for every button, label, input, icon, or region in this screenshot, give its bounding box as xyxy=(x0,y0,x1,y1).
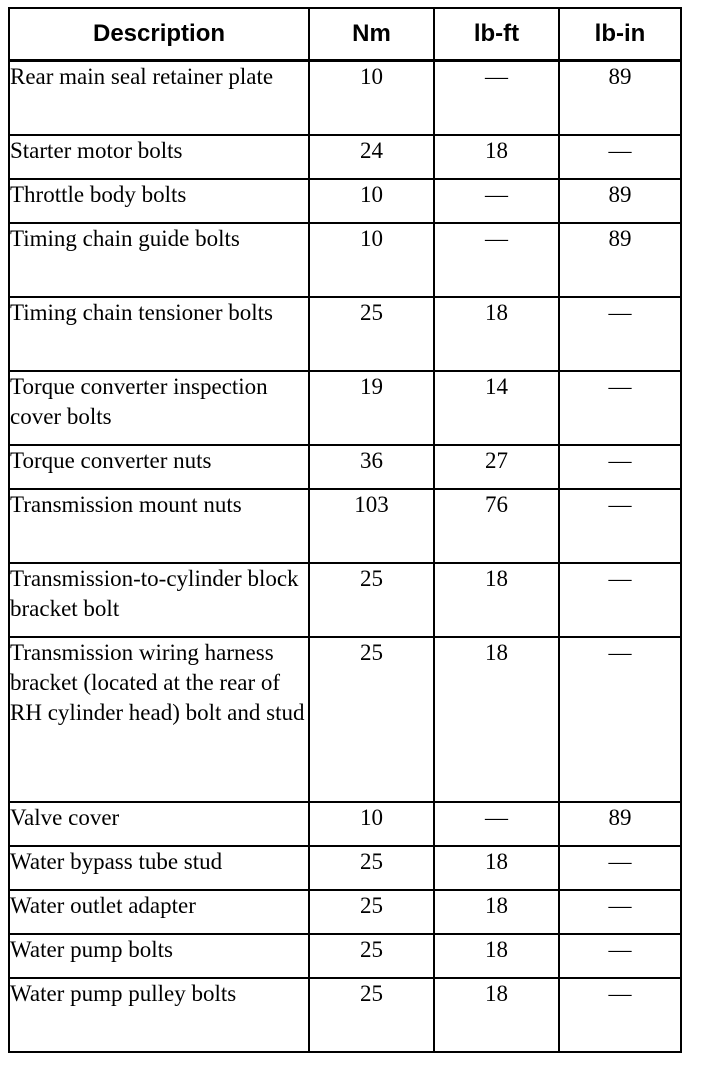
row-nm: 10 xyxy=(309,179,434,223)
row-nm: 25 xyxy=(309,563,434,637)
row-lb-ft: — xyxy=(434,179,559,223)
row-description: Water pump bolts xyxy=(9,934,309,978)
row-description: Torque converter inspection cover bolts xyxy=(9,371,309,445)
table-row xyxy=(9,223,681,297)
row-lb-in: — xyxy=(559,934,681,978)
row-nm: 36 xyxy=(309,445,434,489)
row-lb-in: — xyxy=(559,297,681,371)
row-description: Transmission wiring harness bracket (located at the rear of RH cylinder head) bolt and stud xyxy=(9,637,309,801)
row-nm: 19 xyxy=(309,371,434,445)
row-lb-ft: 18 xyxy=(434,890,559,934)
torque-spec-sheet xyxy=(8,7,680,1053)
header-lb-ft: lb-ft xyxy=(434,8,559,61)
table-row xyxy=(9,802,681,846)
row-lb-ft: — xyxy=(434,223,559,297)
row-lb-in: — xyxy=(559,371,681,445)
table-row xyxy=(9,61,681,135)
table-row xyxy=(9,934,681,978)
row-lb-ft: 18 xyxy=(434,135,559,179)
row-lb-in: — xyxy=(559,637,681,801)
row-description: Transmission-to-cylinder block bracket bolt xyxy=(9,563,309,637)
row-nm: 10 xyxy=(309,223,434,297)
table-row xyxy=(9,846,681,890)
row-nm: 25 xyxy=(309,846,434,890)
row-description: Throttle body bolts xyxy=(9,179,309,223)
row-lb-ft: 14 xyxy=(434,371,559,445)
header-description: Description xyxy=(9,8,309,61)
row-nm: 25 xyxy=(309,978,434,1052)
row-description: Valve cover xyxy=(9,802,309,846)
row-lb-ft: 18 xyxy=(434,297,559,371)
table-row xyxy=(9,489,681,563)
torque-spec-table xyxy=(8,7,682,1053)
row-lb-ft: 27 xyxy=(434,445,559,489)
table-row xyxy=(9,445,681,489)
row-description: Timing chain tensioner bolts xyxy=(9,297,309,371)
row-lb-ft: 18 xyxy=(434,637,559,801)
row-lb-in: 89 xyxy=(559,802,681,846)
row-description: Transmission mount nuts xyxy=(9,489,309,563)
row-lb-ft: 18 xyxy=(434,563,559,637)
row-lb-in: 89 xyxy=(559,223,681,297)
table-row xyxy=(9,978,681,1052)
row-lb-ft: 76 xyxy=(434,489,559,563)
row-lb-in: — xyxy=(559,890,681,934)
header-nm: Nm xyxy=(309,8,434,61)
row-description: Timing chain guide bolts xyxy=(9,223,309,297)
row-description: Rear main seal retainer plate xyxy=(9,61,309,135)
row-nm: 24 xyxy=(309,135,434,179)
row-lb-ft: — xyxy=(434,61,559,135)
row-nm: 25 xyxy=(309,890,434,934)
row-nm: 103 xyxy=(309,489,434,563)
row-nm: 25 xyxy=(309,637,434,801)
header-row xyxy=(9,8,681,61)
row-description: Water outlet adapter xyxy=(9,890,309,934)
row-lb-ft: — xyxy=(434,802,559,846)
row-lb-ft: 18 xyxy=(434,846,559,890)
table-row xyxy=(9,179,681,223)
row-lb-ft: 18 xyxy=(434,978,559,1052)
row-lb-in: — xyxy=(559,846,681,890)
row-description: Torque converter nuts xyxy=(9,445,309,489)
header-lb-in: lb-in xyxy=(559,8,681,61)
row-lb-in: 89 xyxy=(559,61,681,135)
row-description: Water pump pulley bolts xyxy=(9,978,309,1052)
table-row xyxy=(9,371,681,445)
row-lb-in: — xyxy=(559,445,681,489)
row-nm: 10 xyxy=(309,61,434,135)
row-lb-in: — xyxy=(559,489,681,563)
table-row xyxy=(9,297,681,371)
table-row xyxy=(9,890,681,934)
row-description: Starter motor bolts xyxy=(9,135,309,179)
row-lb-in: 89 xyxy=(559,179,681,223)
table-row xyxy=(9,135,681,179)
table-row xyxy=(9,637,681,801)
row-lb-in: — xyxy=(559,563,681,637)
row-nm: 25 xyxy=(309,297,434,371)
row-lb-ft: 18 xyxy=(434,934,559,978)
row-lb-in: — xyxy=(559,135,681,179)
row-description: Water bypass tube stud xyxy=(9,846,309,890)
table-row xyxy=(9,563,681,637)
row-lb-in: — xyxy=(559,978,681,1052)
row-nm: 10 xyxy=(309,802,434,846)
row-nm: 25 xyxy=(309,934,434,978)
